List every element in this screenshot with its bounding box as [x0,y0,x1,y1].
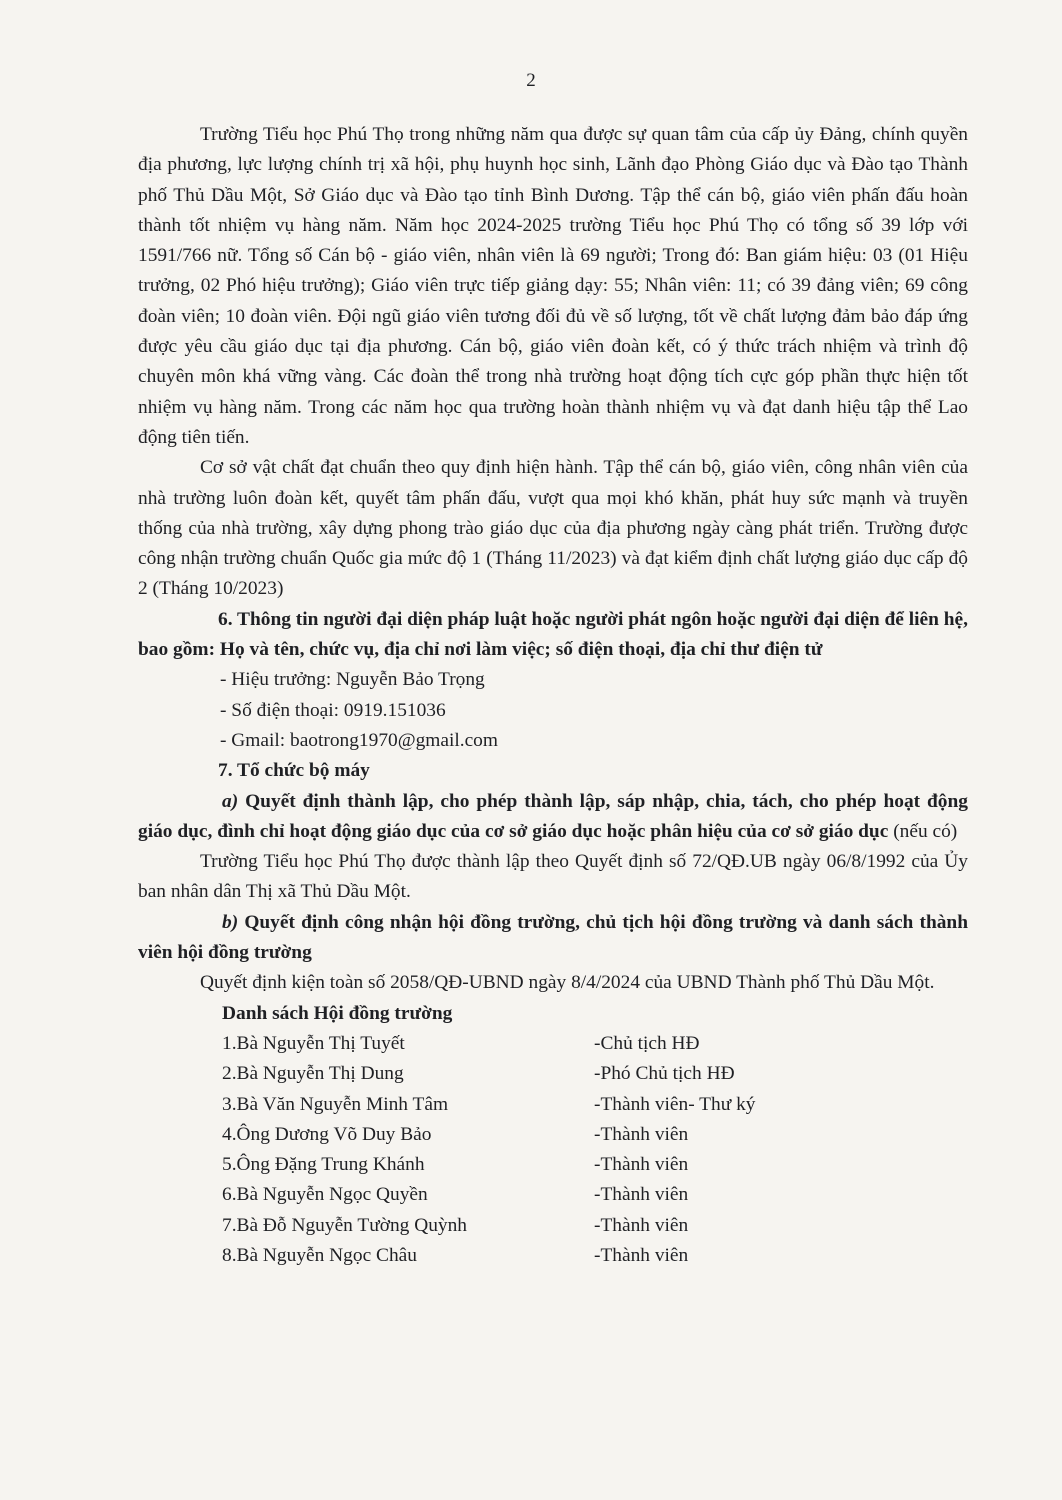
member-role: -Thành viên [594,1154,689,1176]
section-7a-note: (nếu có) [893,820,958,842]
member-name: 8.Bà Nguyễn Ngọc Châu [222,1244,417,1266]
member-role: -Phó Chủ tịch HĐ [594,1063,735,1085]
member-role: -Thành viên- Thư ký [594,1093,756,1115]
member-name: 5.Ông Đặng Trung Khánh [222,1154,425,1176]
section-7a-text: Trường Tiểu học Phú Thọ được thành lập theo Quyết định số 72/QĐ.UB ngày 06/8/1992 của Ủy ban nhân dân Thị xã Thủ Dầu Một. [138,851,968,903]
member-role: -Thành viên [594,1184,689,1206]
member-name: 1.Bà Nguyễn Thị Tuyết [222,1032,405,1054]
council-member-row [222,1120,968,1150]
member-name: 6.Bà Nguyễn Ngọc Quyền [222,1184,428,1206]
principal-name: - Hiệu trưởng: Nguyễn Bảo Trọng [220,669,485,691]
section-7a-title: Quyết định thành lập, cho phép thành lập, sáp nhập, chia, tách, cho phép hoạt động giáo dục, đình chỉ hoạt động giáo dục của cơ sở giáo dục hoặc phân hiệu của cơ sở giáo dục [138,790,968,842]
section-7a-label: a) [222,790,239,812]
contact-info [138,665,968,756]
council-member-row [222,1029,968,1059]
email-address: - Gmail: baotrong1970@gmail.com [220,729,498,751]
council-member-row [222,1241,968,1271]
member-role: -Chủ tịch HĐ [594,1032,700,1054]
facilities-paragraph: Cơ sở vật chất đạt chuẩn theo quy định hiện hành. Tập thể cán bộ, giáo viên, công nhân viên của nhà trường luôn đoàn kết, quyết tâm phấn đấu, vượt qua mọi khó khăn, phát huy sức mạnh và truyền thống của nhà trường, xây dựng phong trào giáo dục của địa phương ngày càng phát triển. Trường được công nhận trường chuẩn Quốc gia mức độ 1 (Tháng 11/2023) và đạt kiểm định chất lượng giáo dục cấp độ 2 (Tháng 10/2023) [138,457,968,600]
member-name: 2.Bà Nguyễn Thị Dung [222,1063,404,1085]
section-7-heading: 7. Tổ chức bộ máy [218,760,370,782]
council-member-row [222,1059,968,1089]
section-7b-text: Quyết định kiện toàn số 2058/QĐ-UBND ngày 8/4/2024 của UBND Thành phố Thủ Dầu Một. [200,972,935,994]
phone-number: - Số điện thoại: 0919.151036 [220,699,446,721]
council-member-row [222,1180,968,1210]
council-member-row [222,1150,968,1180]
member-name: 4.Ông Dương Võ Duy Bảo [222,1123,432,1145]
member-role: -Thành viên [594,1244,689,1266]
council-list-title: Danh sách Hội đồng trường [222,1002,453,1024]
section-7a-heading [138,787,968,848]
section-7b-label: b) [222,911,239,933]
member-role: -Thành viên [594,1123,689,1145]
intro-paragraph: Trường Tiểu học Phú Thọ trong những năm qua được sự quan tâm của cấp ủy Đảng, chính quyền địa phương, lực lượng chính trị xã hội, phụ huynh học sinh, Lãnh đạo Phòng Giáo dục và Đào tạo Thành phố Thủ Dầu Một, Sở Giáo dục và Đào tạo tỉnh Bình Dương. Tập thể cán bộ, giáo viên phấn đấu hoàn thành tốt nhiệm vụ hàng năm. Năm học 2024-2025 trường Tiểu học Phú Thọ có tổng số 39 lớp với 1591/766 nữ. Tổng số Cán bộ - giáo viên, nhân viên là 69 người; Trong đó: Ban giám hiệu: 03 (01 Hiệu trưởng, 02 Phó hiệu trưởng); Giáo viên trực tiếp giảng dạy: 55; Nhân viên: 11; có 39 đảng viên; 69 công đoàn viên; 10 đoàn viên. Đội ngũ giáo viên tương đối đủ về số lượng, tốt về chất lượng đảm bảo đáp ứng được yêu cầu giáo dục tại địa phương. Cán bộ, giáo viên đoàn kết, có ý thức trách nhiệm và trình độ chuyên môn khá vững vàng. Các đoàn thể trong nhà trường hoạt động tích cực góp phần thực hiện tốt nhiệm vụ hàng năm. Trong các năm học qua trường hoàn thành nhiệm vụ và đạt danh hiệu tập thể Lao động tiên tiến. [138,124,968,448]
section-7b-heading [138,908,968,969]
member-role: -Thành viên [594,1214,689,1236]
section-7b-title: Quyết định công nhận hội đồng trường, chủ tịch hội đồng trường và danh sách thành viên hội đồng trường [138,911,968,964]
page-number: 2 [526,70,536,91]
member-name: 3.Bà Văn Nguyễn Minh Tâm [222,1093,449,1115]
member-name: 7.Bà Đỗ Nguyễn Tường Quỳnh [222,1214,467,1236]
council-member-row [222,1211,968,1241]
council-member-list [138,1029,968,1271]
document-body [138,120,968,1271]
section-6-heading: 6. Thông tin người đại diện pháp luật hoặc người phát ngôn hoặc người đại diện để liên hệ, bao gồm: Họ và tên, chức vụ, địa chỉ nơi làm việc; số điện thoại, địa chỉ thư điện tử [138,608,968,661]
council-member-row [222,1090,968,1120]
